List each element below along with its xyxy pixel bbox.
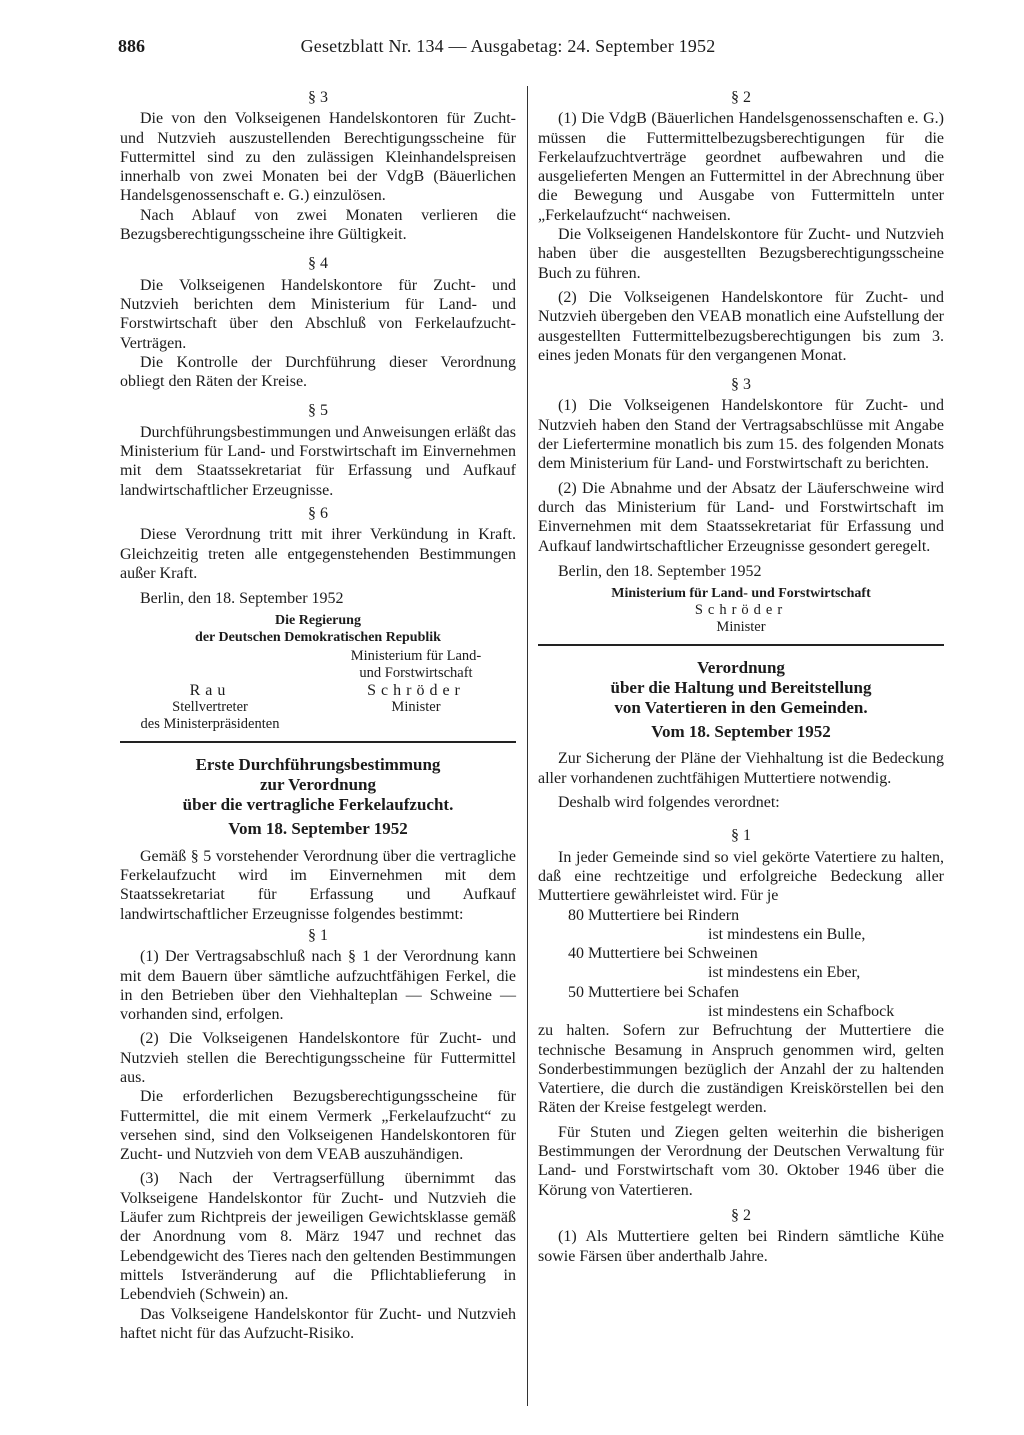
paragraph: Durchführungsbestimmungen und Anweisungen erläßt das Ministerium für Land- und Forstwirtschaft im Einvernehmen mit dem Staatssekretariat für Erfassung und Aufkauf landwirtschaftlicher Erzeugnisse. [120,423,516,499]
regulation-date: Vom 18. September 1952 [651,722,831,742]
ministry-line: und Forstwirtschaft [359,665,473,682]
section-divider [120,741,516,743]
section-heading: § 1 [731,827,751,845]
government-line-1: Die Regierung [275,613,361,629]
date-line: Berlin, den 18. September 1952 [558,562,762,580]
date-line: Berlin, den 18. September 1952 [140,590,344,608]
paragraph: Diese Verordnung tritt mit ihrer Verkündung in Kraft. Gleichzeitig treten alle entgegenstehenden Bestimmungen außer Kraft. [120,526,516,582]
title-line: von Vatertieren in den Gemeinden. [614,698,868,718]
paragraph: (1) Als Muttertiere gelten bei Rindern sämtliche Kühe sowie Färsen über anderthalb Jahre. [538,1228,944,1265]
section-heading: § 1 [308,926,328,944]
paragraph: zu halten. Sofern zur Befruchtung der Muttertiere die technische Besamung in Anspruch genommen wird, gelten Sonderbestimmungen bezüglich der Anzahl der zu haltenden Vatertiere, die durch die zuständigen Kreiskörstellen bei den Räten der Kreise festgelegt werden. [538,1022,944,1117]
title-line: zur Verordnung [259,775,377,795]
section-heading: § 2 [731,1206,751,1224]
title-line: Erste Durchführungsbestimmung [195,755,441,775]
list-item [538,983,944,1022]
paragraph: Für Stuten und Ziegen gelten weiterhin die bisherigen Bestimmungen der Verordnung der Deutschen Verwaltung für Land- und Forstwirtschaft vom 30. Oktober 1946 über die Körung von Vatertieren. [538,1123,944,1199]
paragraph: Zur Sicherung der Pläne der Viehhaltung ist die Bedeckung aller vorhandenen zuchtfähigen Muttertiere notwendig. [538,750,944,787]
regulation-date: Vom 18. September 1952 [228,819,408,839]
paragraph: Die Volkseigenen Handelskontore für Zucht- und Nutzvieh berichten dem Ministerium für Land- und Forstwirtschaft über den Abschluß von Ferkelaufzucht-Verträgen. [120,276,516,352]
list-item-sub: ist mindestens ein Eber, [708,964,861,982]
signature-right [316,648,516,733]
list-item [538,944,944,983]
regulation-title [538,658,944,718]
column-divider [527,86,528,1406]
list-item-sub: ist mindestens ein Schafbock [708,1002,895,1020]
signatory-role: Minister [391,699,441,716]
paragraph: Gemäß § 5 vorstehender Verordnung über die vertragliche Ferkelaufzucht wird im Einvernehmen mit dem Staatssekretariat für Erfassung und Aufkauf landwirtschaftlicher Erzeugnisse folgendes bestimmt: [120,847,516,923]
list-item-main: 40 Muttertiere bei Schweinen [568,945,758,963]
section-heading: § 5 [308,402,328,420]
list-item-main: 50 Muttertiere bei Schafen [568,983,740,1001]
signatory-name: Schröder [694,602,788,619]
paragraph: Die von den Volkseigenen Handelskontoren für Zucht- und Nutzvieh auszustellenden Berechtigungsscheine für Futtermittel sind zu den zulässigen Kleinhandelspreisen innerhalb von zwei Monaten bei der VdgB (Bäuerlichen Handelsgenossenschaft e. G.) einzulösen. [120,110,516,205]
page-number: 886 [118,36,145,56]
section-heading: § 2 [731,89,751,106]
signature-block [120,648,516,733]
ministry-line: Ministerium für Land- und Forstwirtschaft [611,586,871,602]
title-line: Verordnung [697,658,785,678]
signatory-role: des Ministerpräsidenten [140,716,280,733]
regulation-title [120,755,516,815]
signature-left [120,648,300,733]
animal-ratio-list [538,906,944,1022]
paragraph: Das Volkseigene Handelskontor für Zucht- und Nutzvieh haftet nicht für das Aufzucht-Risiko. [120,1305,516,1342]
section-heading: § 4 [308,255,328,273]
signatory-name: Schröder [367,682,465,700]
section-heading: § 6 [308,504,328,522]
signatory-name: Rau [189,682,231,700]
government-line-2: der Deutschen Demokratischen Republik [195,630,441,646]
title-line: über die Haltung und Bereitstellung [610,678,872,698]
paragraph: Nach Ablauf von zwei Monaten verlieren die Bezugsberechtigungsscheine ihre Gültigkeit. [120,206,516,244]
gazette-header-title: Gesetzblatt Nr. 134 — Ausgabetag: 24. September 1952 [300,36,716,56]
left-column [120,86,516,1343]
section-heading: § 3 [731,376,751,394]
signatory-role: Stellvertreter [172,699,248,716]
paragraph: Die Kontrolle der Durchführung dieser Verordnung obliegt den Räten der Kreise. [120,353,516,391]
paragraph: (1) Die VdgB (Bäuerlichen Handelsgenossenschaften e. G.) müssen die Futtermittelbezugsberechtigungen für die Ferkelaufzuchtverträge geordnet aufbewahren und die ausgelieferten Mengen an Futtermittel in der Abrechnung über die Bewegung und Ausgabe von Futtermitteln unter „Ferkelaufzucht“ nachweisen. [538,110,944,224]
paragraph: (2) Die Abnahme und der Absatz der Läuferschweine wird durch das Ministerium für Land- und Forstwirtschaft im Einvernehmen mit dem Staatssekretariat für Erfassung und Aufkauf landwirtschaftlicher Erzeugnisse gesondert geregelt. [538,479,944,555]
paragraph: (2) Die Volkseigenen Handelskontore für Zucht- und Nutzvieh stellen die Berechtigungsscheine für Futtermittel aus. [120,1030,516,1086]
title-line: über die vertragliche Ferkelaufzucht. [182,795,454,815]
list-item [538,906,944,945]
paragraph: (1) Der Vertragsabschluß nach § 1 der Verordnung kann mit dem Bauern über sämtliche aufzuchtfähigen Ferkel, die in den Betrieben über den Viehhalteplan — Schweine — vorhanden sind, erfolgen. [120,948,516,1024]
paragraph: (1) Die Volkseigenen Handelskontore für Zucht- und Nutzvieh haben den Stand der Vertragsabschlüsse mit Angabe der Liefertermine monatlich bis zum 15. des folgenden Monats dem Ministerium für Land- und Forstwirtschaft zu berichten. [538,397,944,473]
paragraph: Die Volkseigenen Handelskontore für Zucht- und Nutzvieh haben über die ausgestellten Bezugsberechtigungsscheine Buch zu führen. [538,226,944,282]
paragraph: Die erforderlichen Bezugsberechtigungsscheine für Futtermittel, die mit einem Vermerk „Ferkelaufzucht“ zu versehen sind, sind den Volkseigenen Handelskontoren für Zucht- und Nutzvieh von dem VEAB auszuhändigen. [120,1088,516,1164]
paragraph: (2) Die Volkseigenen Handelskontore für Zucht- und Nutzvieh übergeben den VEAB monatlich eine Aufstellung der ausgestellten Futtermittelbezugsberechtigungen bis zum 3. eines jeden Monats für den vergangenen Monat. [538,288,944,364]
section-divider [538,644,944,646]
list-item-main: 80 Muttertiere bei Rindern [568,906,740,924]
ministry-line: Ministerium für Land- [350,648,482,665]
paragraph: In jeder Gemeinde sind so viel gekörte Vatertiere zu halten, daß eine rechtzeitige und erfolgreiche Bedeckung aller Muttertiere gewährleistet wird. Für je [538,848,944,905]
page-header [118,32,898,62]
section-heading: § 3 [308,89,328,106]
paragraph: Deshalb wird folgendes verordnet: [558,794,780,812]
signatory-role: Minister [716,619,766,636]
paragraph: (3) Nach der Vertragserfüllung übernimmt das Volkseigene Handelskontor für Zucht- und Nutzvieh die Läufer zum Richtpreis der jeweiligen Gewichtsklasse gemäß der Anordnung vom 8. März 1947 und rechnet das Lebendgewicht des Tieres nach den geltenden Bestimmungen mittels Istveränderung auf die Pflichtablieferung in Lebendvieh (Schwein) an. [120,1170,516,1304]
list-item-sub: ist mindestens ein Bulle, [708,925,866,943]
right-column [538,86,944,1266]
